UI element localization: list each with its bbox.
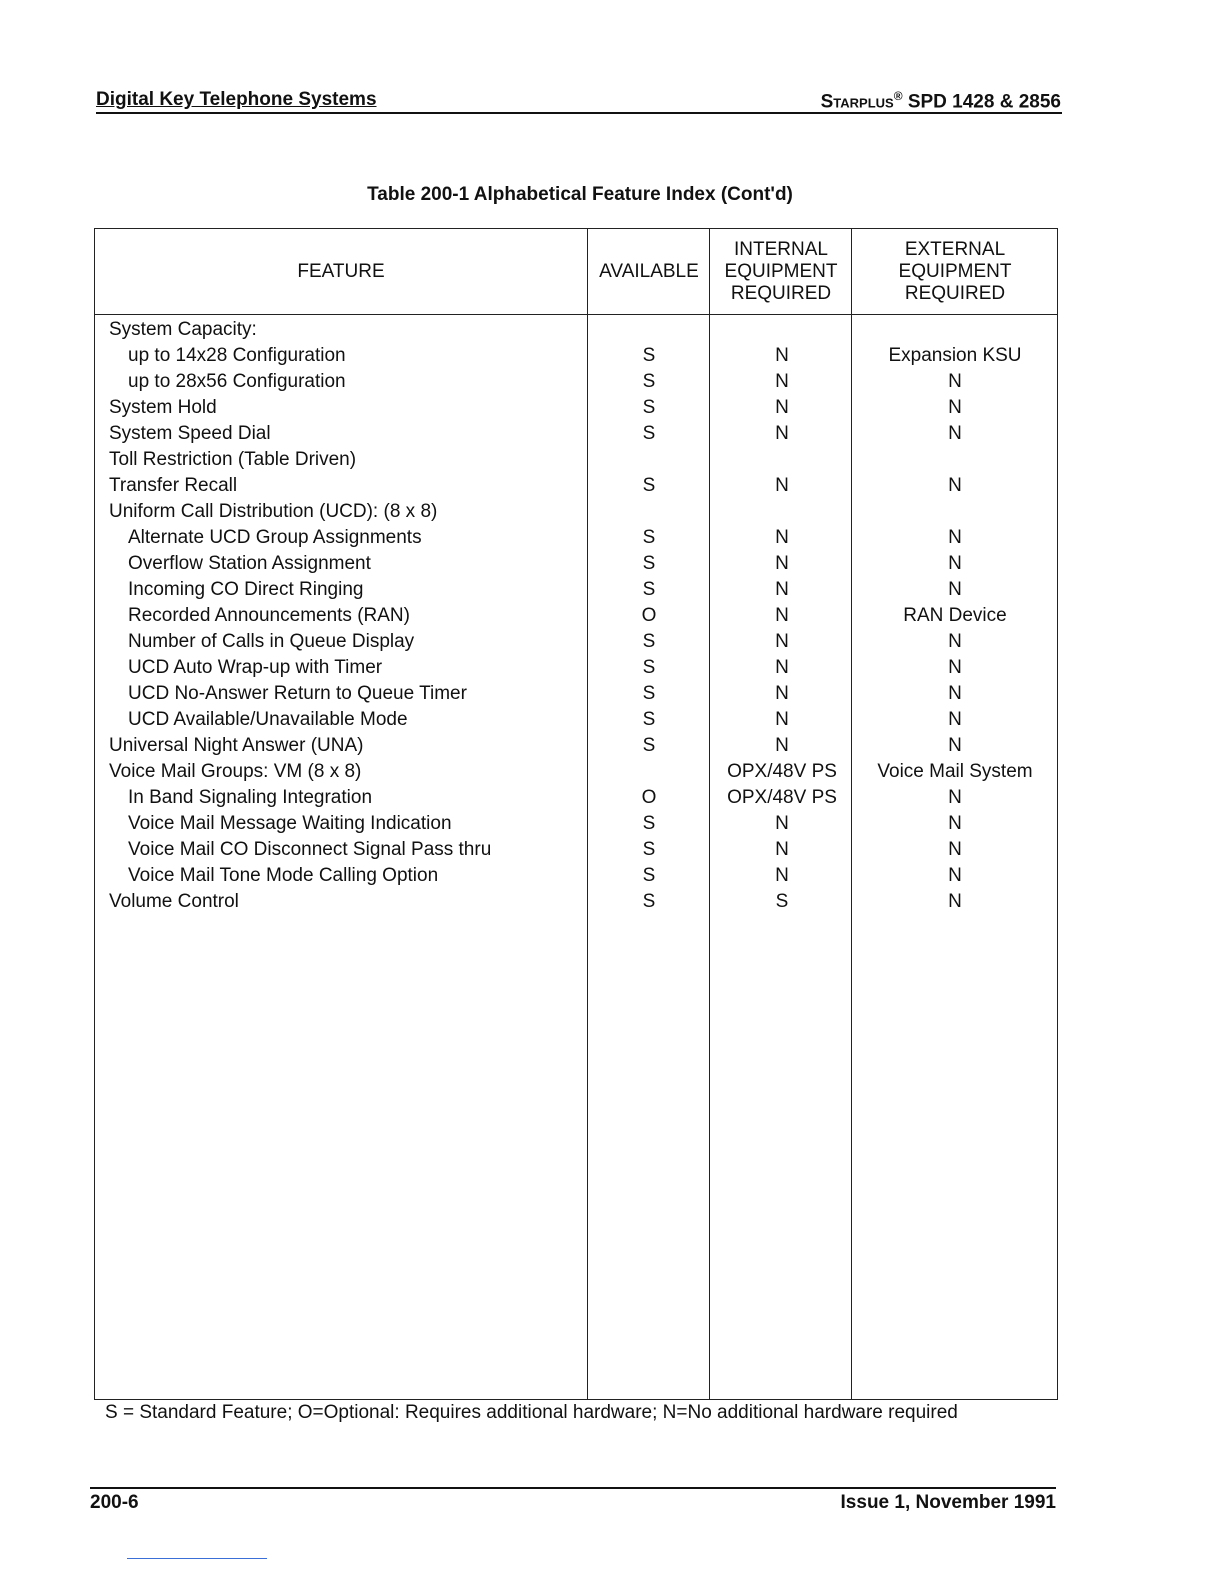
table-legend: S = Standard Feature; O=Optional: Requires additional hardware; N=No additional hardware required: [105, 1402, 958, 1423]
external-cell: N: [948, 579, 962, 600]
feature-cell: Voice Mail CO Disconnect Signal Pass thru: [128, 839, 492, 860]
feature-cell: System Speed Dial: [109, 423, 271, 444]
feature-cell: Overflow Station Assignment: [128, 553, 371, 574]
feature-cell: Toll Restriction (Table Driven): [109, 449, 357, 470]
available-cell: S: [642, 475, 656, 496]
external-cell: N: [948, 423, 962, 444]
available-cell: S: [642, 709, 656, 730]
available-cell: S: [642, 813, 656, 834]
external-cell: N: [948, 657, 962, 678]
header-rule: [96, 112, 1062, 114]
table-row: [95, 863, 1057, 889]
internal-cell: N: [775, 709, 789, 730]
page-number: 200-6: [90, 1492, 139, 1513]
external-cell: N: [948, 553, 962, 574]
feature-cell: Recorded Announcements (RAN): [128, 605, 410, 626]
available-cell: S: [642, 631, 656, 652]
table-row: [95, 473, 1057, 499]
feature-cell: Transfer Recall: [109, 475, 238, 496]
feature-cell: Volume Control: [109, 891, 239, 912]
internal-cell: N: [775, 657, 789, 678]
feature-cell: Uniform Call Distribution (UCD): (8 x 8): [109, 501, 438, 522]
internal-cell: N: [775, 735, 789, 756]
table-row: [95, 629, 1057, 655]
model-name: SPD 1428 & 2856: [907, 91, 1061, 113]
column-header-available: AVAILABLE: [599, 260, 699, 282]
available-cell: S: [642, 371, 656, 392]
table-row: [95, 759, 1057, 785]
available-cell: S: [642, 345, 656, 366]
feature-cell: UCD No-Answer Return to Queue Timer: [128, 683, 467, 704]
external-cell: N: [948, 787, 962, 808]
external-cell: N: [948, 813, 962, 834]
internal-cell: N: [775, 683, 789, 704]
header-line: EQUIPMENT: [898, 260, 1012, 282]
available-cell: S: [642, 657, 656, 678]
feature-cell: UCD Available/Unavailable Mode: [128, 709, 408, 730]
document-series-title: Digital Key Telephone Systems: [96, 89, 377, 110]
feature-cell: Number of Calls in Queue Display: [128, 631, 415, 652]
available-cell: S: [642, 553, 656, 574]
header-line: REQUIRED: [904, 282, 1006, 304]
feature-cell: Incoming CO Direct Ringing: [128, 579, 364, 600]
external-cell: N: [948, 839, 962, 860]
internal-cell: S: [775, 891, 789, 912]
table-row: [95, 577, 1057, 603]
table-row: [95, 681, 1057, 707]
column-header-feature: FEATURE: [297, 260, 385, 282]
external-cell: N: [948, 683, 962, 704]
available-cell: S: [642, 683, 656, 704]
external-cell: Expansion KSU: [888, 345, 1022, 366]
column-header-internal: [711, 229, 851, 314]
external-cell: N: [948, 397, 962, 418]
table-row: [95, 525, 1057, 551]
available-cell: S: [642, 527, 656, 548]
internal-cell: N: [775, 345, 789, 366]
external-cell: N: [948, 475, 962, 496]
internal-cell: N: [775, 579, 789, 600]
product-title: [821, 89, 1061, 113]
header-line: REQUIRED: [730, 282, 832, 304]
header-line: EQUIPMENT: [724, 260, 838, 282]
internal-cell: N: [775, 527, 789, 548]
external-cell: Voice Mail System: [877, 761, 1033, 782]
available-cell: S: [642, 579, 656, 600]
feature-cell: up to 28x56 Configuration: [128, 371, 346, 392]
table-body: [95, 317, 1057, 915]
feature-cell: Voice Mail Message Waiting Indication: [128, 813, 452, 834]
table-row: [95, 421, 1057, 447]
external-cell: N: [948, 735, 962, 756]
feature-cell: Alternate UCD Group Assignments: [128, 527, 422, 548]
feature-table: [94, 228, 1058, 1400]
external-cell: N: [948, 527, 962, 548]
internal-cell: N: [775, 865, 789, 886]
table-row: [95, 343, 1057, 369]
table-row: [95, 837, 1057, 863]
feature-cell: up to 14x28 Configuration: [128, 345, 346, 366]
table-row: [95, 499, 1057, 525]
table-row: [95, 889, 1057, 915]
internal-cell: N: [775, 397, 789, 418]
table-row: [95, 707, 1057, 733]
table-row: [95, 603, 1057, 629]
header-divider: [95, 314, 1057, 315]
scan-artifact-line: [127, 1558, 267, 1559]
table-title: Table 200-1 Alphabetical Feature Index (Cont'd): [367, 184, 793, 205]
table-row: [95, 369, 1057, 395]
column-header-external: [853, 229, 1057, 314]
available-cell: S: [642, 397, 656, 418]
brand-name: Starplus: [820, 91, 894, 113]
internal-cell: OPX/48V PS: [727, 787, 837, 808]
feature-cell: In Band Signaling Integration: [128, 787, 373, 808]
internal-cell: OPX/48V PS: [727, 761, 837, 782]
internal-cell: N: [775, 839, 789, 860]
feature-cell: System Hold: [109, 397, 217, 418]
feature-cell: Universal Night Answer (UNA): [109, 735, 364, 756]
available-cell: O: [641, 787, 657, 808]
available-cell: S: [642, 891, 656, 912]
table-row: [95, 733, 1057, 759]
footer-rule: [90, 1487, 1056, 1489]
header-line: EXTERNAL: [904, 238, 1006, 260]
feature-cell: Voice Mail Tone Mode Calling Option: [128, 865, 439, 886]
available-cell: S: [642, 735, 656, 756]
available-cell: O: [641, 605, 657, 626]
external-cell: N: [948, 631, 962, 652]
internal-cell: N: [775, 813, 789, 834]
table-row: [95, 785, 1057, 811]
internal-cell: N: [775, 475, 789, 496]
feature-cell: UCD Auto Wrap-up with Timer: [128, 657, 383, 678]
table-row: [95, 655, 1057, 681]
external-cell: N: [948, 865, 962, 886]
external-cell: N: [948, 709, 962, 730]
registered-mark: ®: [893, 89, 903, 103]
table-row: [95, 447, 1057, 473]
internal-cell: N: [775, 371, 789, 392]
external-cell: N: [948, 371, 962, 392]
external-cell: RAN Device: [903, 605, 1007, 626]
header-line: INTERNAL: [734, 238, 828, 260]
external-cell: N: [948, 891, 962, 912]
feature-cell: Voice Mail Groups: VM (8 x 8): [109, 761, 362, 782]
internal-cell: N: [775, 423, 789, 444]
internal-cell: N: [775, 605, 789, 626]
internal-cell: N: [775, 553, 789, 574]
feature-cell: System Capacity:: [109, 319, 257, 340]
available-cell: S: [642, 423, 656, 444]
table-row: [95, 811, 1057, 837]
internal-cell: N: [775, 631, 789, 652]
issue-date: Issue 1, November 1991: [840, 1492, 1056, 1513]
table-row: [95, 317, 1057, 343]
available-cell: S: [642, 839, 656, 860]
table-row: [95, 551, 1057, 577]
available-cell: S: [642, 865, 656, 886]
table-row: [95, 395, 1057, 421]
